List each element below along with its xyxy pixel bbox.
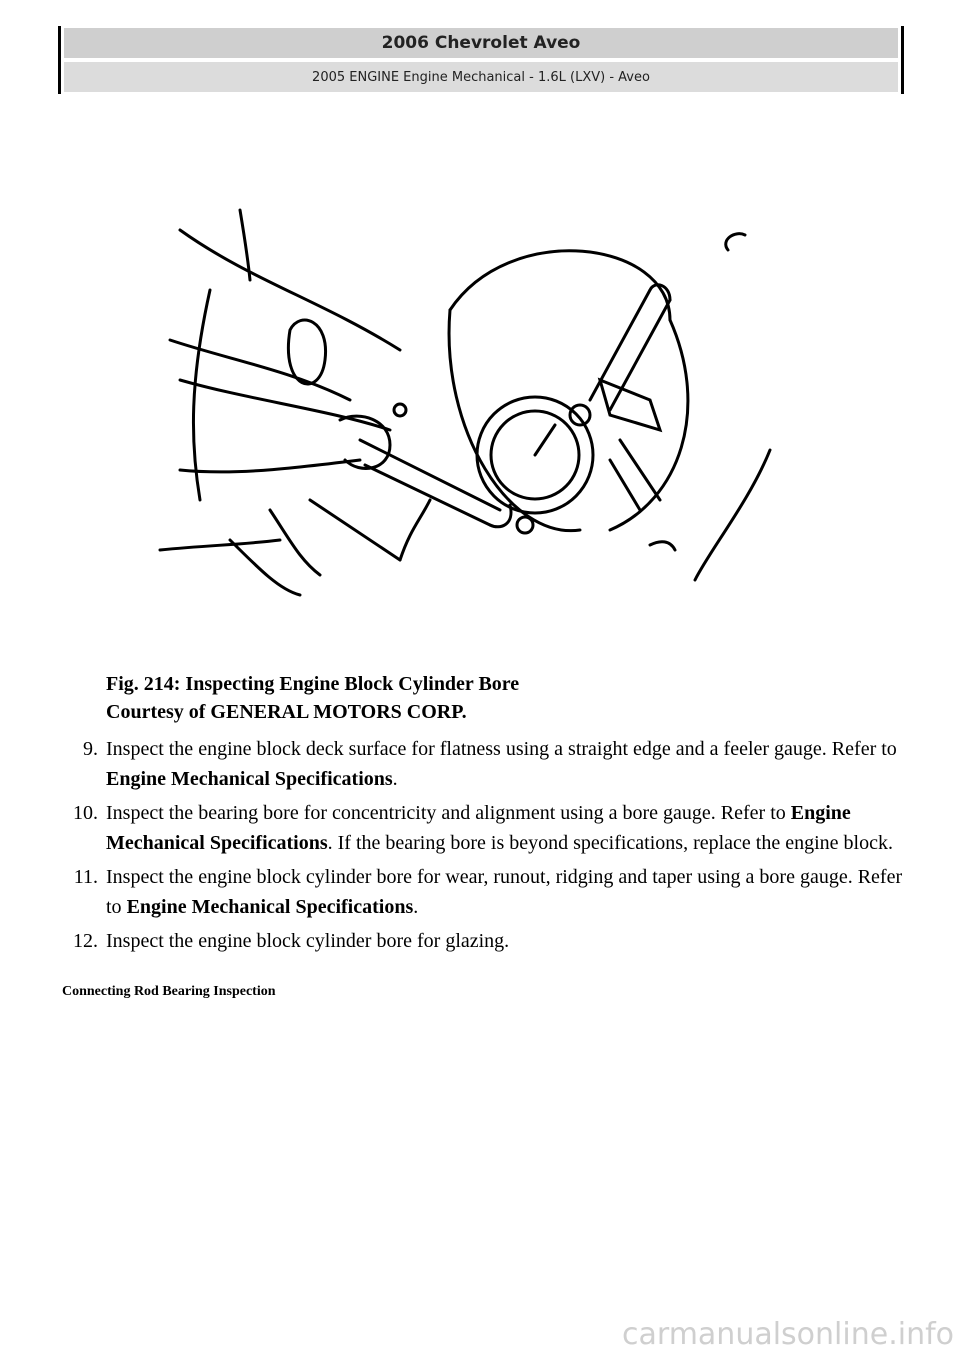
page-header xyxy=(58,26,904,94)
list-item xyxy=(48,734,908,794)
list-item xyxy=(48,862,908,922)
header-subtitle: 2005 ENGINE Engine Mechanical - 1.6L (LXV) - Aveo xyxy=(64,62,898,92)
step-number: 9. xyxy=(83,738,98,760)
step-text: Inspect the bearing bore for concentricity and alignment using a bore gauge. Refer to Engine Mechanical Specifications. If the bearing bore is beyond specifications, replace the engine block. xyxy=(106,802,893,854)
step-number: 12. xyxy=(73,930,98,952)
step-number: 10. xyxy=(73,802,98,824)
header-title: 2006 Chevrolet Aveo xyxy=(64,28,898,58)
step-number: 11. xyxy=(73,866,98,888)
figure-caption xyxy=(106,670,519,726)
engine-block-bore-gauge-illustration xyxy=(150,200,790,600)
section-heading: Connecting Rod Bearing Inspection xyxy=(62,984,276,999)
spec-reference-link[interactable]: Engine Mechanical Specifications xyxy=(126,896,414,918)
step-text: Inspect the engine block cylinder bore for wear, runout, ridging and taper using a bore gauge. Refer to Engine Mechanical Specifications. xyxy=(106,866,903,918)
step-text: Inspect the engine block deck surface for flatness using a straight edge and a feeler gauge. Refer to Engine Mechanical Specifications. xyxy=(106,738,897,790)
step-text: Inspect the engine block cylinder bore for glazing. xyxy=(106,930,510,952)
inspection-steps-list xyxy=(48,734,908,960)
list-item xyxy=(48,926,908,956)
spec-reference-link[interactable]: Engine Mechanical Specifications xyxy=(106,802,851,854)
list-item xyxy=(48,798,908,858)
figure-caption-credit: Courtesy of GENERAL MOTORS CORP. xyxy=(106,701,467,723)
figure-caption-title: Fig. 214: Inspecting Engine Block Cylinder Bore xyxy=(106,673,520,695)
site-watermark: carmanualsonline.info xyxy=(622,1317,954,1352)
spec-reference-link[interactable]: Engine Mechanical Specifications xyxy=(106,768,393,790)
